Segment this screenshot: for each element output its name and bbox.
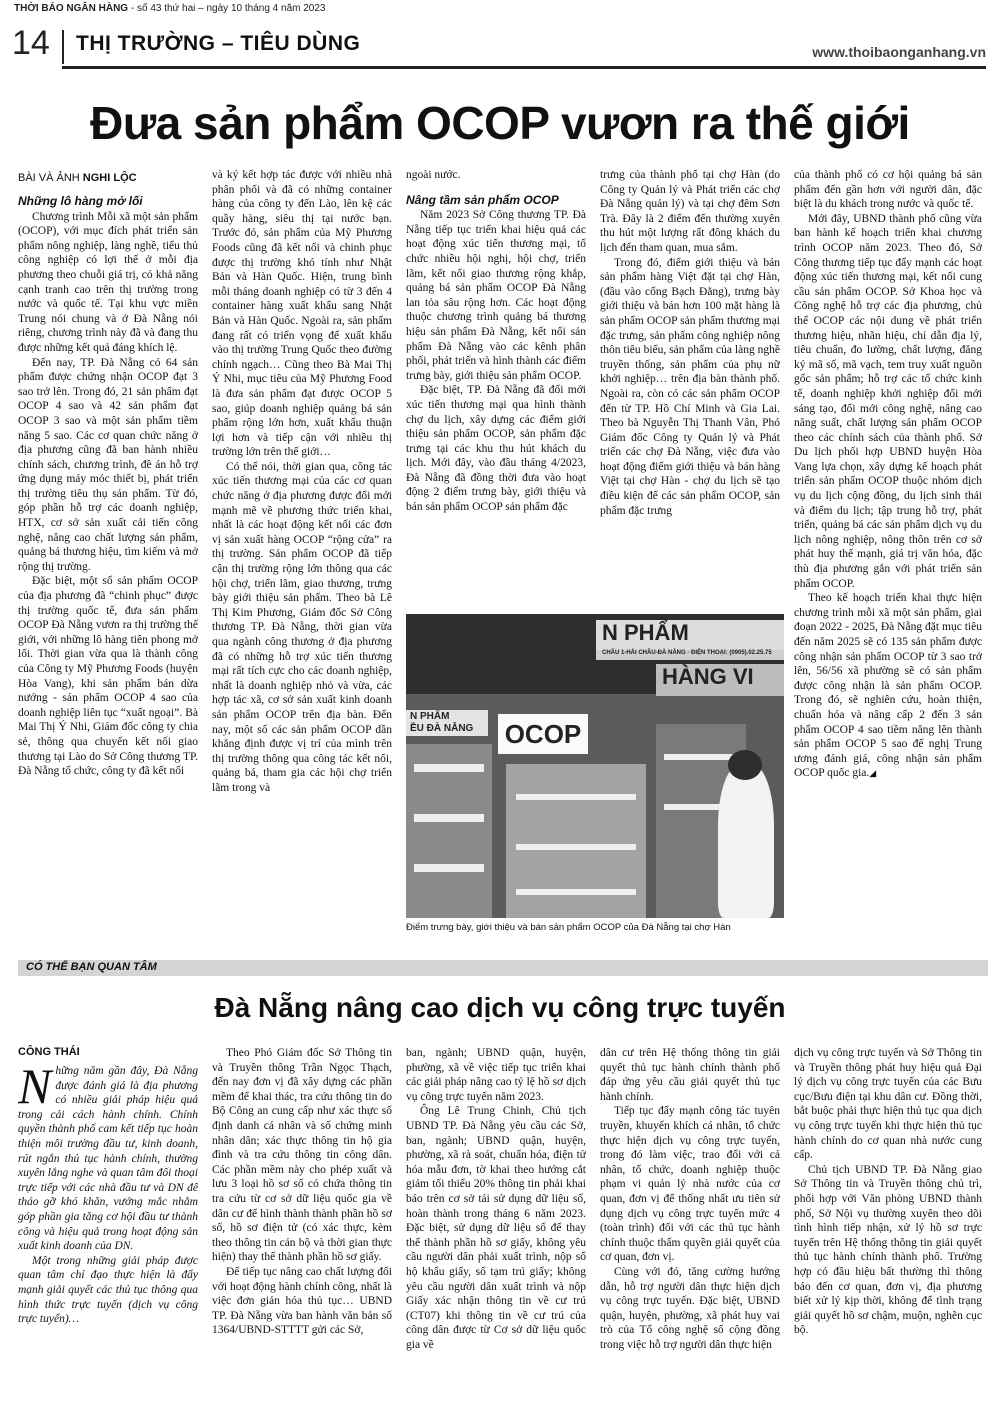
byline-prefix: BÀI VÀ ẢNH (18, 172, 83, 184)
paragraph: Trong đó, điểm giới thiệu và bán sản phẩm hàng Việt đặt tại chợ Hàn, (đầu vào cổng Bạch Đằng), trưng bày giới thiệu và bán hơn 100 mặt hàng là sản phẩm OCOP sản phẩm thương mại đặc trưng, sản phẩm công nghiệp nông thôn tiêu biểu, sản phẩm của làng nghề truyền thống, sản phẩm của phụ nữ khởi nghiệp… trên địa bàn thành phố. Ngoài ra, còn có các sản phẩm OCOP đến từ TP. Hồ Chí Minh và Gia Lai. Theo bà Nguyễn Thị Thanh Vân, Phó Giám đốc Công ty Quản lý và Phát triển các chợ Đà Nẵng, việc đưa vào hoạt động điểm giới thiệu và bán hàng Việt tại chợ Hàn - chợ du lịch sẽ tạo điều kiện để các sản phẩm OCOP, sản phẩm đặc trưng (600, 256, 780, 517)
ocop-logo: OCOP (498, 714, 588, 754)
byline-author: NGHI LỘC (82, 172, 137, 184)
paragraph: ngoài nước. (406, 169, 461, 181)
paper-name: THỜI BÁO NGÂN HÀNG (14, 3, 129, 14)
related-band (18, 960, 988, 976)
paragraph: Để tiếp tục nâng cao chất lượng đối với hoạt động hành chính công, nhất là việc đơn giản hóa thủ tục… UBND TP. Đà Nẵng vừa ban hành văn bản số 1364/UBND-STTTT gửi các Sở, (212, 1265, 392, 1337)
related-byline: CÔNG THÁI (18, 1046, 80, 1058)
photo-sign-subtext: CHÂU 1-HẢI CHÂU-ĐÀ NẴNG · ĐIỆN THOẠI: (0905).02.25.75 (596, 650, 784, 660)
photo-shelf-board (516, 844, 636, 850)
photo-shelf-board (414, 814, 484, 822)
paragraph: Ông Lê Trung Chinh, Chủ tịch UBND TP. Đà Nẵng yêu cầu các Sở, ban, ngành; UBND quận, huyện, phường, xã rà soát, chuẩn hóa, điện tử hóa mẫu đơn, tờ khai theo hướng cắt giảm tối thiểu 20% thông tin phải khai báo trên cơ sở tái sử dụng dữ liệu số, hoàn thành trong tháng 6 năm 2023. Đặc biệt, sử dụng dữ liệu số để thay thế thành phần hồ sơ giấy, không yêu cầu người dân phải xuất trình, nộp sổ hộ khẩu giấy, sổ tạm trú giấy; không yêu cầu người dân xuất trình và nộp Giấy xác nhận thông tin về cư trú (CT07) khi thông tin về cư trú của công dân được từ Cơ sở dữ liệu quốc gia về (406, 1105, 586, 1351)
paragraph: Cùng với đó, tăng cường hướng dẫn, hỗ trợ người dân thực hiện dịch vụ công trực tuyến. Đặc biệt, UBND quận, huyện, phường, xã phát huy vai trò của Tổ công nghệ số cộng đồng trong việc hỗ trợ người dân thực hiện (600, 1265, 780, 1351)
dropcap: N (18, 1064, 52, 1114)
paragraph: và ký kết hợp tác được với nhiều nhà phân phối và đã có những container hàng của công ty đến Lào, lên kệ các quầy hàng, siêu thị tại nước bạn. Trước đó, sản phẩm của Mỹ Phương Foods cũng đã kết nối và chinh phục được thị trường khó tính như Nhật Bản và Hàn Quốc. Hiện, trung bình mỗi tháng doanh nghiệp có từ 3 đến 4 container hàng xuất khẩu sang Nhật Bản và Hàn Quốc. Ngoài ra, sản phẩm đang rất có triển vọng để xuất khẩu vào thị trường Trung Quốc theo đường chính ngạch… Cũng theo Bà Mai Thị Ý Nhi, mục tiêu của Mỹ Phương Food là đưa sản phẩm đạt được OCOP 5 sao, giúp doanh nghiệp quảng bá sản phẩm rộng lớn hơn, xuất khẩu thuận lợi hơn và tiếp cận với nhiều thị trường lớn trên thế giới… (212, 169, 392, 459)
paragraph: dịch vụ công trực tuyến và Sở Thông tin và Truyền thông phát huy hiệu quả Đại lý dịch vụ công trực tuyến của các Bưu cục/Bưu điện tại khu dân cư. Đồng thời, bắt buộc phải thực hiện thủ tục qua dịch vụ công trực tuyến khi thực hiện thủ tục hành chính do cơ quan nhà nước cung cấp. (794, 1047, 982, 1162)
paragraph: Một trong những giải pháp được quan tâm chỉ đạo thực hiện là đẩy mạnh giải quyết các thủ tục thông qua hình thức trực tuyến (dịch vụ công trực tuyến)… (18, 1254, 198, 1326)
photo-shelf-board (414, 864, 484, 872)
paragraph: Đến nay, TP. Đà Nẵng có 64 sản phẩm được chứng nhận OCOP đạt 3 sao trở lên. Trong đó, 21 sản phẩm đạt OCOP 4 sao và 42 sản phẩm đạt OCOP 3 sao và một sản phẩm tiềm năng 5 sao. Các cơ quan chức năng ở địa phương cũng đã ban hành nhiều chính sách, chương trình, đề án hỗ trợ ứng dụng máy móc thiết bị, phát triển thị trường tiêu thụ sản phẩm. Từ đó, góp phần hỗ trợ các doanh nghiệp, HTX, cơ sở sản xuất cải tiến công nghệ, nâng cao chất lượng sản phẩm, quảng bá thương hiệu, tìm kiếm và mở rộng thị trường. (18, 356, 198, 573)
header-divider (62, 30, 64, 64)
top-strip (0, 0, 1000, 20)
website-link[interactable]: www.thoibaonganhang.vn (812, 44, 986, 60)
section-title: THỊ TRƯỜNG – TIÊU DÙNG (76, 32, 361, 55)
photo-sign (406, 710, 488, 736)
paragraph (794, 591, 982, 781)
issue-info: - số 43 thứ hai – ngày 10 tháng 4 năm 2023 (128, 3, 326, 14)
related-headline: Đà Nẵng nâng cao dịch vụ công trực tuyến (214, 992, 786, 1023)
paragraph: Năm 2023 Sở Công thương TP. Đà Nẵng tiếp tục triển khai hiệu quả các hoạt động xúc tiến thương mại, tổ chức nhiều hội nghị, hội chợ, triển lãm, kết nối giao thương rộng khắp, quảng bá sản phẩm OCOP Đà Nẵng lan tỏa sâu rộng hơn. Các hoạt động thuộc chương trình quảng bá thương hiệu sản phẩm Đà Nẵng, kết nối sản phẩm Đà Nẵng vào các kênh phân phối, phát triển và hình thành các điểm trưng bày, giới thiệu sản phẩm OCOP. (406, 209, 586, 382)
photo-sign: N PHẨM (596, 620, 784, 650)
page-header (0, 22, 1000, 72)
paragraph: Chủ tịch UBND TP. Đà Nẵng giao Sở Thông tin và Truyền thông chủ trì, phối hợp với Văn phòng UBND thành phố, Sở Nội vụ thường xuyên theo dõi tình hình tiếp nhận, xử lý hồ sơ trực tuyến trên Hệ thống thông tin giải quyết thủ tục hành chính thành phố. Trường hợp có đầu hiệu bất thường thì thông báo đến cơ quan, đơn vị, địa phương biết xử lý kịp thời, không để tình trạng giải quyết hồ sơ chậm, muộn, nghẽn cục bộ. (794, 1163, 982, 1337)
lead-paragraph (18, 1064, 198, 1254)
page-number: 14 (12, 24, 50, 62)
paragraph: Chương trình Mỗi xã một sản phẩm (OCOP), với mục đích phát triển sản phẩm nông nghiệp, làng nghề, tiểu thủ công nghiệp có lợi thế ở mỗi địa phương theo chuỗi giá trị, có khả năng cạnh tranh cao trên thị trường trong nước và quốc tế. Tại khu vực miền Trung nói chung và ở Đà Nẵng nói riêng, chương trình này đã và đang thu được những kết quả đáng khích lệ. (18, 210, 198, 354)
paragraph: ban, ngành; UBND quận, huyện, phường, xã về việc tiếp tục triển khai các giải pháp nâng cao tỷ lệ hồ sơ dịch vụ công trực tuyến năm 2023. (406, 1047, 586, 1103)
photo-shelf-board (516, 889, 636, 895)
paragraph: Theo Phó Giám đốc Sở Thông tin và Truyền thông Trần Ngọc Thạch, đến nay đơn vị đã xây dựng các phần mềm để khai thác, tra cứu thông tin do Bộ Công an cung cấp như xác thực số định danh cá nhân và số chứng minh nhân dân; xác thực thông tin hộ gia đình và tra cứu thông tin công dân. Các phần mềm này cho phép xuất và lưu 3 loại hồ sơ số có chứa thông tin tra cứu từ cơ sở dữ liệu quốc gia về dân cư để hình thành thành phần hồ sơ số, hồ sơ điện tử (có xác thực, kèm theo thông tin cán bộ và thời gian thực hiện) thay thế thành phần hồ sơ giấy. (212, 1047, 392, 1264)
related-band-label: CÓ THỂ BẠN QUAN TÂM (26, 961, 157, 973)
header-rule (62, 66, 986, 69)
paragraph: Có thể nói, thời gian qua, công tác xúc tiến thương mại của các cơ quan chức năng ở địa phương được đổi mới mạnh mẽ về phương thức triển khai, nhất là các hoạt động kết nối các đơn vị sản xuất hàng OCOP “rộng cửa” ra thị trường. Sản phẩm OCOP đã tiếp cận thị trường rộng lớn thông qua các hội chợ, triển lãm, giao thương, trưng bày giới thiệu sản phẩm. Theo bà Lê Thị Kim Phương, Giám đốc Sở Công thương TP. Đà Nẵng, thời gian vừa qua ngành công thương ở địa phương đã có những hỗ trợ xúc tiến thương mại rất tích cực cho các doanh nghiệp, nhất là doanh nghiệp nhỏ và vừa, các hợp tác xã, cơ sở sản xuất kinh doanh sản phẩm OCOP trên địa bàn. Đến nay, một số các sản phẩm OCOP dần khẳng định được vị trí của mình trên thị trường thông qua công tác kết nối, quảng bá, tham gia các hội chợ triển lãm trong và (212, 460, 392, 794)
article-column-2 (212, 168, 392, 946)
related-column-1 (18, 1064, 198, 1400)
paragraph: trưng của thành phố tại chợ Hàn (do Công ty Quản lý và Phát triển các chợ Đà Nẵng quản lý) và tại chợ đêm Sơn Trà. Đây là 2 điểm đến thường xuyên thu hút một lượng rất đông khách du lịch đến tham quan, mua sắm. (600, 169, 780, 254)
subhead: Những lô hàng mở lối (18, 194, 143, 208)
related-column-2 (212, 1046, 392, 1400)
related-column-4 (600, 1046, 780, 1400)
photo-shelf-board (664, 754, 738, 760)
subhead: Nâng tầm sản phẩm OCOP (406, 192, 559, 207)
article-headline: Đưa sản phẩm OCOP vươn ra thế giới (90, 97, 910, 149)
article-column-3 (406, 168, 586, 608)
photo-caption: Điểm trưng bày, giới thiệu và bán sản phẩm OCOP của Đà Nẵng tại chợ Hàn (406, 922, 731, 933)
paragraph: Mới đây, UBND thành phố cũng vừa ban hành kế hoạch triển khai chương trình OCOP năm 2023. Theo đó, Sở Công thương tiếp tục đẩy mạnh các hoạt động xúc tiến thương mại, kết nối cung cầu sản phẩm OCOP. Sở Khoa học và Công nghệ hỗ trợ các địa phương, chủ thể OCOP các nội dung về phát triển thương hiệu, nhãn hiệu, chỉ dẫn địa lý, tiêu chuẩn, đo lường, chất lượng, đăng ký mã số, mã vạch, tem truy xuất nguồn gốc sản phẩm; hỗ trợ các tổ chức kinh tế, doanh nghiệp khởi nghiệp đổi mới sáng tạo, đổi mới công nghệ, nâng cao năng suất, chất lượng sản phẩm OCOP theo các chính sách của thành phố. Sở Du lịch phối hợp UBND huyện Hòa Vang lựa chọn, xây dựng kế hoạch phát triển sản phẩm OCOP thuộc nhóm dịch vụ du lịch cộng đồng, du lịch sinh thái và điểm du lịch; tập trung hỗ trợ, phát triển, quảng bá các sản phẩm dịch vụ du lịch nông nghiệp, nông thôn trên cơ sở phát huy thế mạnh, giá trị văn hóa, đặc thù địa phương gắn với phát triển sản phẩm OCOP. (794, 212, 982, 590)
photo-sign: HÀNG VI (656, 664, 784, 696)
photo-sign-line: N PHẨM (410, 711, 450, 722)
end-mark: ◢ (869, 768, 877, 779)
paragraph: của thành phố có cơ hội quảng bá sản phẩm đến gần hơn với người dân, đặc biệt là du khách trong nước và quốc tế. (794, 169, 982, 211)
photo-sign-line: ỀU ĐÀ NẴNG (410, 723, 474, 734)
paragraph: Tiếp tục đẩy mạnh công tác tuyên truyền, khuyến khích cá nhân, tổ chức thực hiện dịch vụ công trực tuyến, trong đó làm việc, trao đổi với cá nhân, tổ chức, doanh nghiệp thuộc phạm vi quản lý nhà nước của cơ quan, đơn vị để thống nhất ưu tiên sử dụng dịch vụ công trực tuyến mức 4 (toàn trình) đối với các thủ tục hành chính thuộc thẩm quyền giải quyết của cơ quan, đơn vị. (600, 1105, 780, 1264)
paragraph-text: Theo kế hoạch triển khai thực hiện chương trình mỗi xã một sản phẩm, giai đoạn 2022 - 2025, Đà Nẵng đặt mục tiêu đến năm 2025 sẽ có 135 sản phẩm được công nhận sản phẩm OCOP từ 3 sao trở lên, 56/56 xã phường sẽ có sản phẩm được công nhận là sản phẩm OCOP. Trong đó, sẽ nghiên cứu, hoàn thiện, chuẩn hóa và nâng cấp 2 đến 3 sản phẩm OCOP 4 sao tiềm năng lên thành sản phẩm OCOP 5 sao để nghị Trung ương đánh giá, công nhận sản phẩm OCOP quốc gia. (794, 592, 982, 780)
related-column-5 (794, 1046, 982, 1400)
lead-text: hững năm gần đây, Đà Nẵng được đánh giá là địa phương có nhiều giải pháp hiệu quả trong cải cách hành chính. Chính quyền thành phố cam kết tiếp tục hoàn thiện môi trường đầu tư, kinh doanh, rút ngắn thủ tục hành chính, thường xuyên lắng nghe và quan tâm đối thoại trực tiếp với các nhà đầu tư và DN để tháo gỡ khó khăn, vướng mắc nhằm góp phần gia tăng cơ hội đầu tư thành công và hiệu quả trong hoạt động sản xuất kinh doanh của DN. (18, 1065, 198, 1253)
photo-shelf-board (516, 794, 636, 800)
paragraph: Đặc biệt, một số sản phẩm OCOP của địa phương đã “chinh phục” được thị trường quốc tế, đưa sản phẩm OCOP Đà Nẵng vươn ra thị trường thế giới, với những lô hàng tiên phong mở lối. Thời gian vừa qua là thành công của Công ty Mỹ Phương Foods (huyện Hòa Vang), khi sản phẩm bán dừa nướng - sản phẩm OCOP 4 sao của doanh nghiệp liên tục “xuất ngoại”. Bà Mai Thị Ý Nhi, Giám đốc công ty chia sẻ, thông qua chuyến kết nối giao thương tại Lào do Sở Công thương TP. Đà Nẵng tổ chức, công ty đã kết nối (18, 575, 198, 778)
photo-shelf-board (414, 764, 484, 772)
article-column-1 (18, 190, 198, 946)
article-byline (18, 172, 137, 184)
article-column-5 (794, 168, 982, 946)
related-column-3 (406, 1046, 586, 1400)
article-photo (406, 614, 784, 918)
photo-person (718, 764, 774, 918)
paragraph: Đặc biệt, TP. Đà Nẵng đã đổi mới xúc tiến thương mại qua hình thành chợ du lịch, xây dựng các điểm giới thiệu sản phẩm OCOP, sản phẩm đặc trưng tại các khu thu hút khách du lịch. Mới đây, vào đầu tháng 4/2023, Đà Nẵng đã đồng thời đưa vào hoạt động 2 điểm trưng bày, giới thiệu và bán sản phẩm OCOP sản phẩm đặc (406, 384, 586, 514)
photo-person-head (728, 750, 762, 780)
article-column-4 (600, 168, 780, 608)
paragraph: dân cư trên Hệ thống thông tin giải quyết thủ tục hành chính thành phố đáp ứng yêu cầu giải quyết thủ tục hành chính. (600, 1047, 780, 1103)
